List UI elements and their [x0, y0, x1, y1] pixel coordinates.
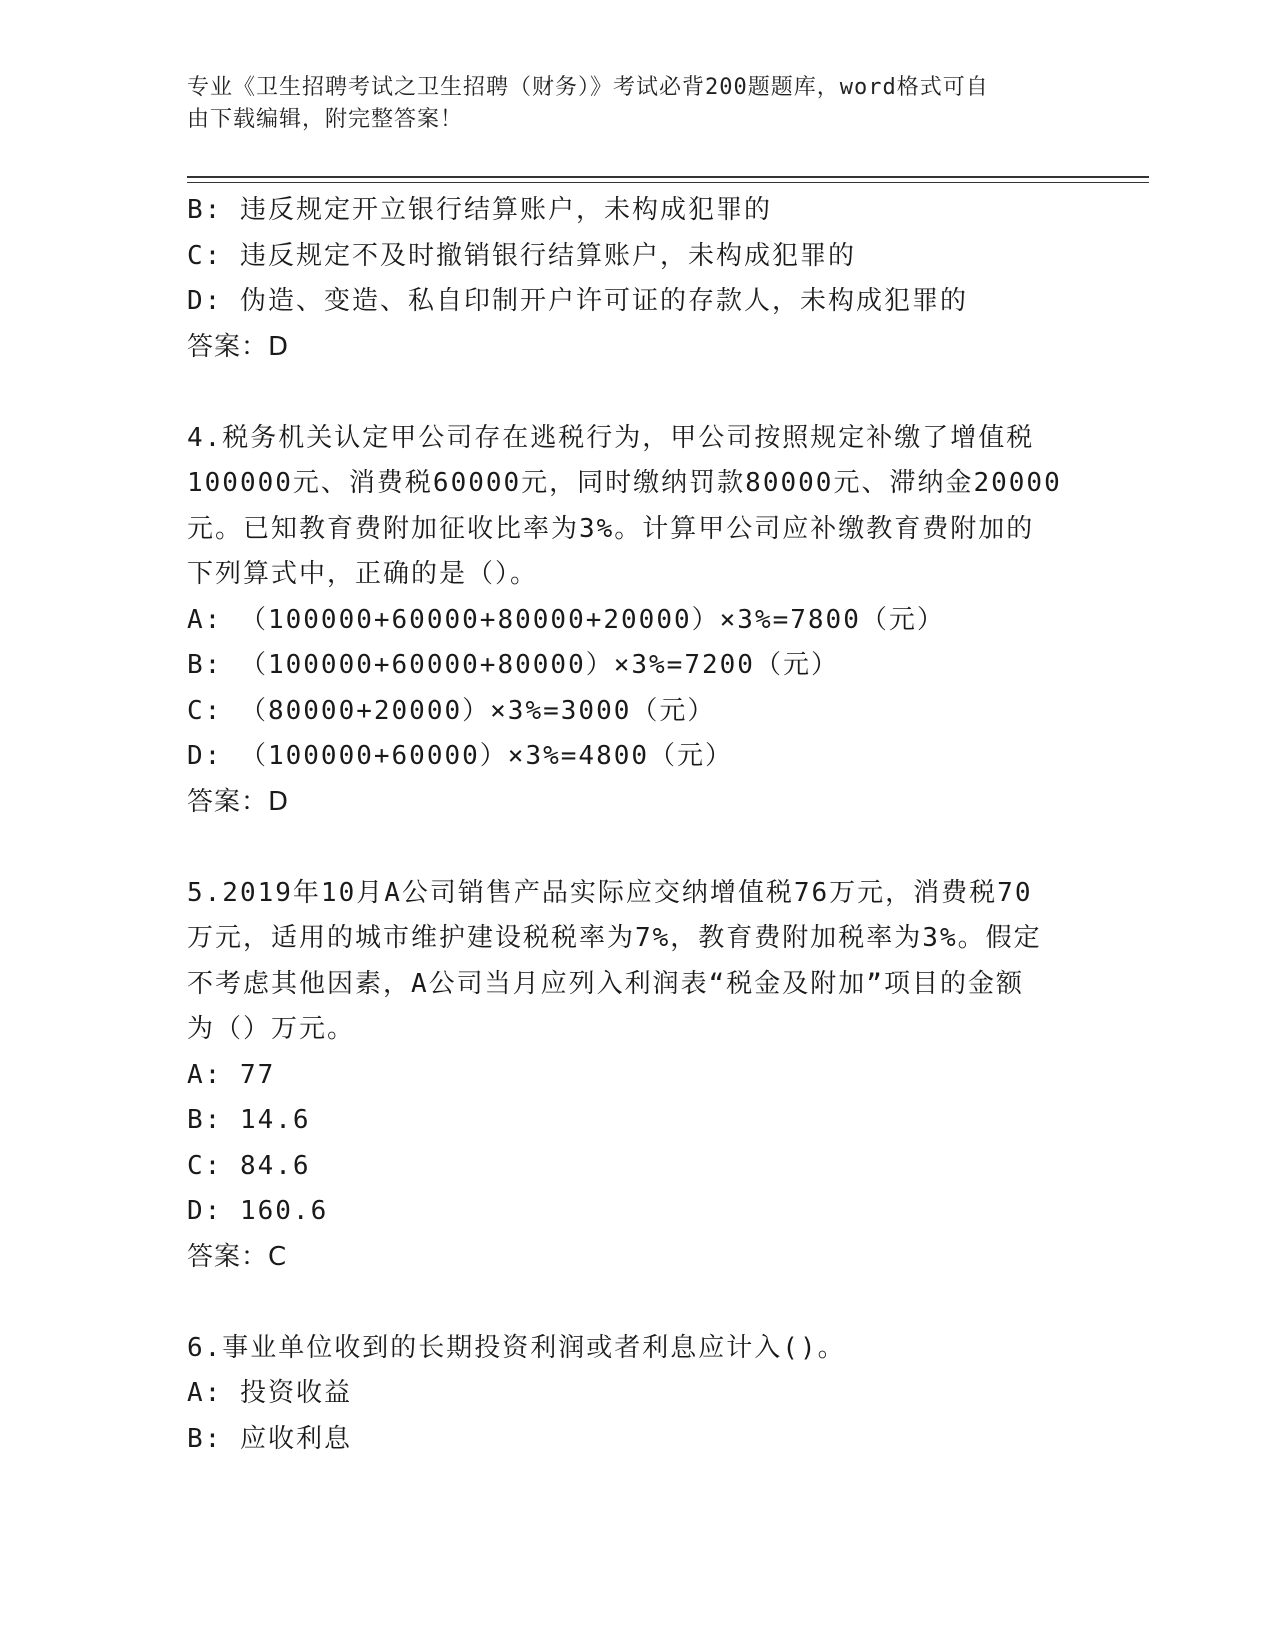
q5-option-b: B: 14.6 — [187, 1105, 311, 1135]
q5-option-d: D: 160.6 — [187, 1196, 329, 1226]
header-rule-thick — [187, 176, 1149, 178]
question-list — [187, 188, 1087, 1462]
question-3 — [187, 188, 1087, 370]
q3-option-c: C: 违反规定不及时撤销银行结算账户，未构成犯罪的 — [187, 240, 856, 271]
q5-stem-line-3: 不考虑其他因素，A公司当月应列入利润表“税金及附加”项目的金额 — [187, 968, 1024, 999]
q5-option-a: A: 77 — [187, 1059, 276, 1090]
header-line-1: 专业《卫生招聘考试之卫生招聘（财务）》考试必背200题题库，word格式可自 — [187, 75, 989, 100]
q6-option-a: A: 投资收益 — [187, 1378, 352, 1408]
header-rule-thin — [187, 182, 1149, 183]
q4-answer: 答案：D — [187, 786, 290, 817]
spacer — [187, 1280, 1087, 1326]
q5-stem-line-2: 万元，适用的城市维护建设税税率为7%，教育费附加税率为3%。假定 — [187, 923, 1042, 953]
question-6 — [187, 1326, 1087, 1463]
q5-stem-line-1: 5.2019年10月A公司销售产品实际应交纳增值税76万元，消费税70 — [187, 877, 1033, 908]
q4-stem-line-2: 100000元、消费税60000元，同时缴纳罚款80000元、滞纳金20000 — [187, 468, 1062, 498]
q4-option-b: B: （100000+60000+80000）×3%=7200（元） — [187, 650, 839, 680]
document-header — [187, 72, 1067, 136]
question-5 — [187, 871, 1087, 1281]
q4-stem-line-1: 4.税务机关认定甲公司存在逃税行为，甲公司按照规定补缴了增值税 — [187, 422, 1035, 453]
q6-option-b: B: 应收利息 — [187, 1423, 352, 1454]
q4-option-a: A: （100000+60000+80000+20000）×3%=7800（元） — [187, 604, 945, 635]
q5-stem-line-4: 为（）万元。 — [187, 1014, 356, 1044]
q4-option-d: D: （100000+60000）×3%=4800（元） — [187, 741, 734, 771]
q5-option-c: C: 84.6 — [187, 1150, 311, 1181]
spacer — [187, 825, 1087, 871]
q4-option-c: C: （80000+20000）×3%=3000（元） — [187, 695, 716, 726]
spacer — [187, 370, 1087, 416]
q3-option-d: D: 伪造、变造、私自印制开户许可证的存款人，未构成犯罪的 — [187, 286, 968, 316]
q3-option-b: B: 违反规定开立银行结算账户，未构成犯罪的 — [187, 195, 772, 225]
q5-answer: 答案：C — [187, 1241, 288, 1272]
q3-answer: 答案：D — [187, 331, 290, 362]
q6-stem-line-1: 6.事业单位收到的长期投资利润或者利息应计入()。 — [187, 1332, 846, 1363]
q4-stem-line-3: 元。已知教育费附加征收比率为3%。计算甲公司应补缴教育费附加的 — [187, 513, 1035, 544]
q4-stem-line-4: 下列算式中，正确的是（）。 — [187, 559, 539, 589]
header-line-2: 由下载编辑，附完整答案！ — [187, 107, 464, 132]
question-4 — [187, 416, 1087, 826]
